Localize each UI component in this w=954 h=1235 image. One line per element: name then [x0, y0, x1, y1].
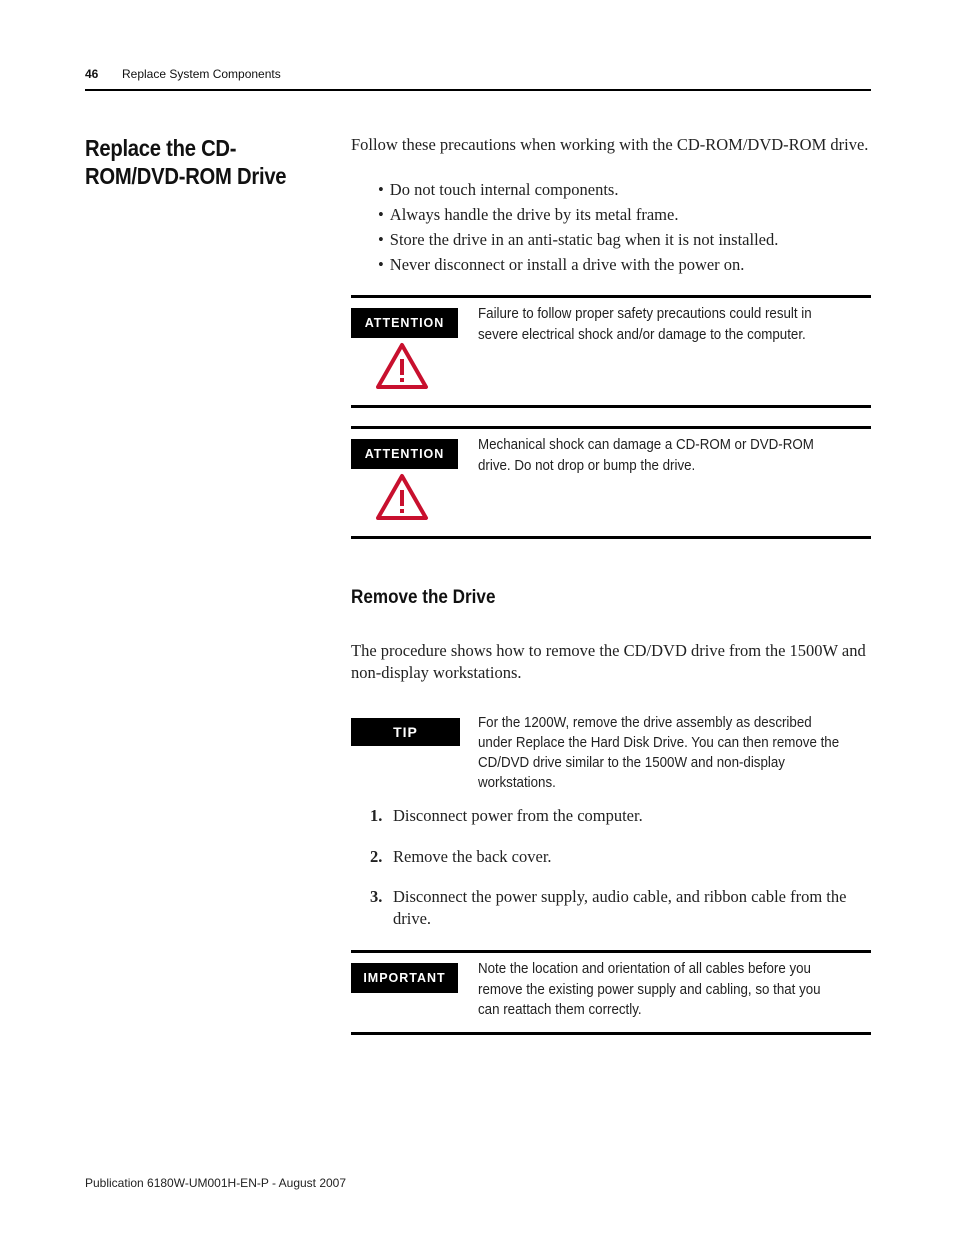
step-number: 3. [370, 887, 383, 906]
attention-box-top-rule [351, 295, 871, 298]
attention-label: ATTENTION [351, 439, 458, 469]
list-item [378, 229, 878, 254]
publication-footer: Publication 6180W-UM001H-EN-P - August 2007 [85, 1176, 347, 1190]
list-item [378, 254, 878, 279]
list-item-text: Never disconnect or install a drive with the power on. [389, 255, 745, 274]
procedure-intro: The procedure shows how to remove the CD/DVD drive from the 1500W and non-display workstations. [351, 641, 866, 682]
subsection-title: Remove the Drive [351, 587, 496, 608]
running-header: Replace System Components [122, 67, 281, 81]
step-text: Disconnect the power supply, audio cable, and ribbon cable from the drive. [393, 887, 847, 928]
warning-triangle-icon [375, 473, 429, 521]
list-item [378, 179, 878, 204]
list-item-text: Always handle the drive by its metal frame. [389, 205, 679, 224]
list-item-text: Store the drive in an anti-static bag when it is not installed. [389, 230, 779, 249]
list-item [378, 204, 878, 229]
step-number: 2. [370, 847, 383, 866]
list-item-text: Do not touch internal components. [389, 180, 619, 199]
step-number: 1. [370, 806, 383, 825]
attention-box-bottom-rule [351, 536, 871, 539]
precautions-list [378, 179, 878, 279]
important-box-top-rule [351, 950, 871, 953]
attention-text: Mechanical shock can damage a CD-ROM or DVD-ROM drive. Do not drop or bump the drive. [478, 437, 814, 474]
tip-text: For the 1200W, remove the drive assembly as described under Replace the Hard Disk Drive. You can then remove the CD/DVD drive similar to the 1500W and non-display workstations. [478, 715, 840, 791]
section-title: Replace the CD-ROM/DVD-ROM Drive [85, 135, 287, 189]
attention-text: Failure to follow proper safety precautions could result in severe electrical shock and/or damage to the computer. [478, 306, 812, 343]
header-rule [85, 89, 871, 91]
tip-label: TIP [351, 718, 460, 746]
attention-box-bottom-rule [351, 405, 871, 408]
step-text: Remove the back cover. [393, 847, 552, 866]
attention-box-top-rule [351, 426, 871, 429]
intro-paragraph: Follow these precautions when working with the CD-ROM/DVD-ROM drive. [351, 135, 869, 154]
important-box-bottom-rule [351, 1032, 871, 1035]
attention-label: ATTENTION [351, 308, 458, 338]
page-number: 46 [85, 67, 99, 81]
warning-triangle-icon [375, 342, 429, 390]
step-text: Disconnect power from the computer. [393, 806, 643, 825]
important-label: IMPORTANT [351, 963, 458, 993]
important-text: Note the location and orientation of all cables before you remove the existing power supply and cabling, so that you can reattach them correctly. [478, 961, 821, 1018]
